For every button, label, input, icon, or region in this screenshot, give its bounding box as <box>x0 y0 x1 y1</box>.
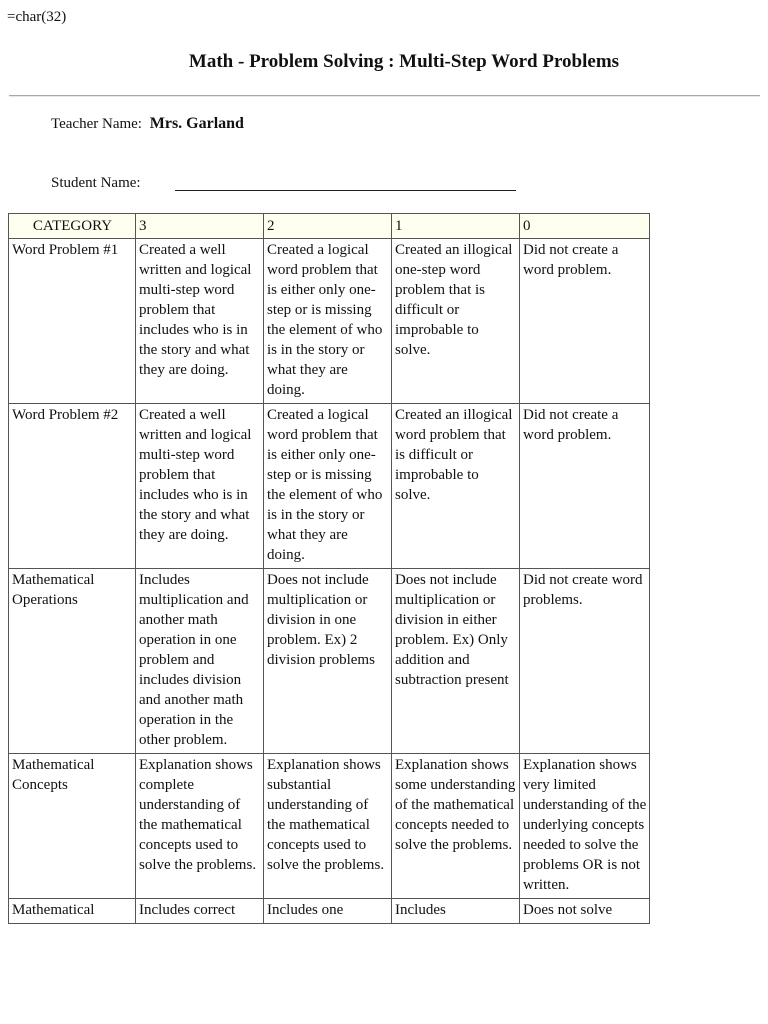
score-1-cell: Explanation shows some understanding of the mathematical concepts needed to solve the problems. <box>392 754 520 899</box>
page-title: Math - Problem Solving : Multi-Step Word Problems <box>188 51 620 72</box>
category-cell: Mathematical <box>9 899 136 924</box>
score-0-cell: Did not create word problems. <box>520 569 650 754</box>
student-name-label: Student Name: <box>51 175 141 191</box>
category-cell: Word Problem #1 <box>9 239 136 404</box>
score-0-cell: Did not create a word problem. <box>520 239 650 404</box>
teacher-name-label: Teacher Name: <box>51 116 142 132</box>
category-cell: Word Problem #2 <box>9 404 136 569</box>
horizontal-rule <box>9 95 760 97</box>
header-score-2: 2 <box>264 214 392 239</box>
header-score-0: 0 <box>520 214 650 239</box>
table-row <box>9 754 650 899</box>
score-1-cell: Includes <box>392 899 520 924</box>
category-cell: Mathematical Operations <box>9 569 136 754</box>
header-score-3: 3 <box>136 214 264 239</box>
score-2-cell: Does not include multiplication or division in one problem. Ex) 2 division problems <box>264 569 392 754</box>
score-2-cell: Created a logical word problem that is either only one-step or is missing the element of who is in the story or what they are doing. <box>264 239 392 404</box>
score-3-cell: Created a well written and logical multi-step word problem that includes who is in the story and what they are doing. <box>136 239 264 404</box>
score-3-cell: Includes multiplication and another math operation in one problem and includes division and another math operation in the other problem. <box>136 569 264 754</box>
header-category: CATEGORY <box>9 214 136 239</box>
score-2-cell: Explanation shows substantial understanding of the mathematical concepts used to solve the problems. <box>264 754 392 899</box>
teacher-name-value: Mrs. Garland <box>149 115 244 132</box>
category-cell: Mathematical Concepts <box>9 754 136 899</box>
student-name-blank <box>175 190 516 191</box>
score-2-cell: Created a logical word problem that is either only one-step or is missing the element of who is in the story or what they are doing. <box>264 404 392 569</box>
score-1-cell: Created an illogical one-step word problem that is difficult or improbable to solve. <box>392 239 520 404</box>
score-2-cell: Includes one <box>264 899 392 924</box>
table-row <box>9 404 650 569</box>
table-row <box>9 899 650 924</box>
score-0-cell: Explanation shows very limited understanding of the underlying concepts needed to solve the problems OR is not written. <box>520 754 650 899</box>
score-3-cell: Includes correct <box>136 899 264 924</box>
table-row <box>9 569 650 754</box>
header-score-1: 1 <box>392 214 520 239</box>
score-1-cell: Created an illogical word problem that is difficult or improbable to solve. <box>392 404 520 569</box>
formula-text: =char(32) <box>7 9 67 25</box>
score-0-cell: Did not create a word problem. <box>520 404 650 569</box>
table-row <box>9 239 650 404</box>
score-3-cell: Created a well written and logical multi-step word problem that includes who is in the story and what they are doing. <box>136 404 264 569</box>
score-0-cell: Does not solve <box>520 899 650 924</box>
score-1-cell: Does not include multiplication or division in either problem. Ex) Only addition and subtraction present <box>392 569 520 754</box>
teacher-name-line <box>51 115 244 133</box>
score-3-cell: Explanation shows complete understanding of the mathematical concepts used to solve the problems. <box>136 754 264 899</box>
header-row <box>9 214 650 239</box>
rubric-table <box>8 213 650 924</box>
